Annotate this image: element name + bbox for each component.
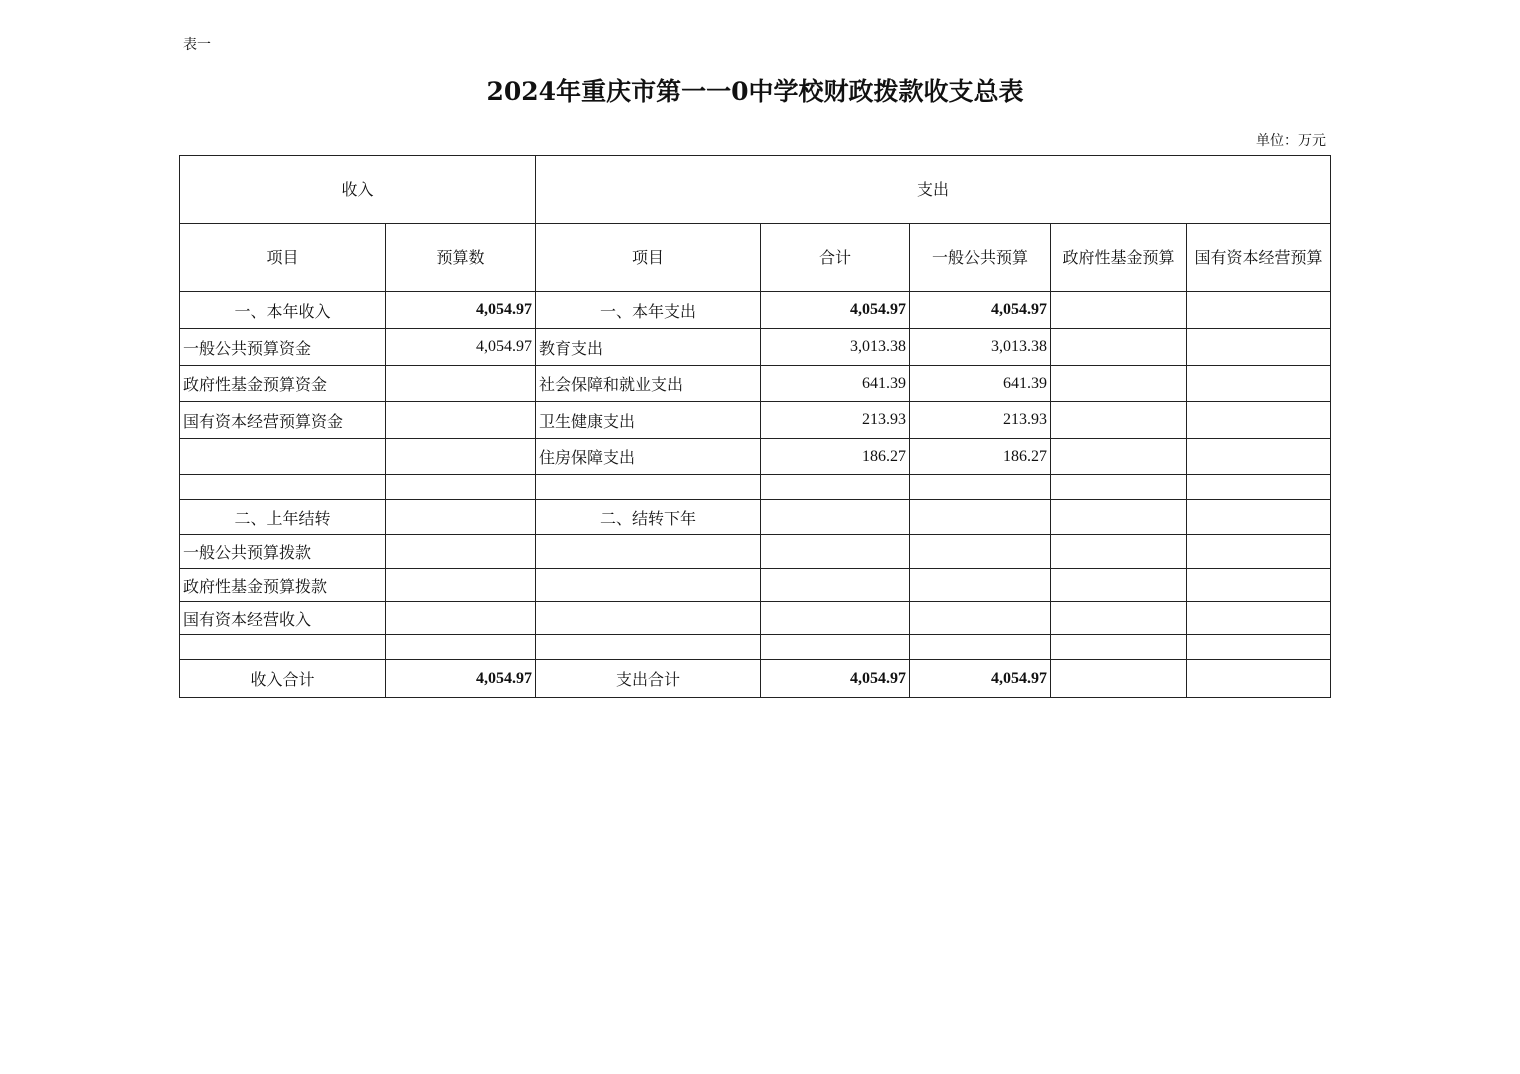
general-public-cell bbox=[910, 500, 1051, 535]
header-income: 收入 bbox=[180, 156, 536, 224]
header-total: 合计 bbox=[761, 224, 910, 292]
state-capital-cell bbox=[1187, 475, 1331, 500]
income-item-cell: 一、本年收入 bbox=[180, 292, 386, 329]
income-item-cell: 国有资本经营收入 bbox=[180, 602, 386, 635]
income-item-cell bbox=[180, 475, 386, 500]
table-row bbox=[180, 402, 1331, 439]
expense-total-cell: 186.27 bbox=[761, 439, 910, 475]
income-amount-cell bbox=[386, 569, 536, 602]
income-amount-cell: 4,054.97 bbox=[386, 292, 536, 329]
table-row bbox=[180, 475, 1331, 500]
table-row bbox=[180, 500, 1331, 535]
gov-fund-cell bbox=[1051, 475, 1187, 500]
header-gov-fund: 政府性基金预算 bbox=[1051, 224, 1187, 292]
general-public-cell: 186.27 bbox=[910, 439, 1051, 475]
expense-item-cell bbox=[536, 635, 761, 660]
income-item-cell: 政府性基金预算拨款 bbox=[180, 569, 386, 602]
income-amount-cell: 4,054.97 bbox=[386, 329, 536, 366]
income-amount-cell bbox=[386, 535, 536, 569]
gov-fund-cell bbox=[1051, 569, 1187, 602]
income-item-cell: 二、上年结转 bbox=[180, 500, 386, 535]
general-public-cell bbox=[910, 635, 1051, 660]
gov-fund-cell bbox=[1051, 292, 1187, 329]
table-row bbox=[180, 366, 1331, 402]
state-capital-cell bbox=[1187, 500, 1331, 535]
state-capital-cell bbox=[1187, 402, 1331, 439]
income-item-cell: 一般公共预算拨款 bbox=[180, 535, 386, 569]
income-amount-cell bbox=[386, 366, 536, 402]
general-public-cell: 641.39 bbox=[910, 366, 1051, 402]
state-capital-cell bbox=[1187, 439, 1331, 475]
state-capital-cell bbox=[1187, 535, 1331, 569]
header-budget-amount: 预算数 bbox=[386, 224, 536, 292]
income-item-cell bbox=[180, 635, 386, 660]
gov-fund-cell bbox=[1051, 500, 1187, 535]
unit-label: 单位：万元 bbox=[1256, 133, 1326, 149]
header-row-groups bbox=[180, 156, 1331, 224]
header-income-item: 项目 bbox=[180, 224, 386, 292]
table-row bbox=[180, 569, 1331, 602]
expense-total-label: 支出合计 bbox=[536, 660, 761, 698]
state-capital-cell bbox=[1187, 635, 1331, 660]
table-row bbox=[180, 329, 1331, 366]
expense-total-cell bbox=[761, 475, 910, 500]
expense-item-cell: 二、结转下年 bbox=[536, 500, 761, 535]
gov-fund-cell bbox=[1051, 402, 1187, 439]
state-capital-cell bbox=[1187, 292, 1331, 329]
general-public-cell: 3,013.38 bbox=[910, 329, 1051, 366]
income-total-label: 收入合计 bbox=[180, 660, 386, 698]
gov-fund-cell bbox=[1051, 366, 1187, 402]
state-capital-cell bbox=[1187, 569, 1331, 602]
income-amount-cell bbox=[386, 402, 536, 439]
expense-total-cell: 3,013.38 bbox=[761, 329, 910, 366]
gov-fund-cell bbox=[1051, 535, 1187, 569]
general-public-cell: 213.93 bbox=[910, 402, 1051, 439]
expense-total-cell: 4,054.97 bbox=[761, 292, 910, 329]
general-public-cell: 4,054.97 bbox=[910, 292, 1051, 329]
expense-total-amount: 4,054.97 bbox=[761, 660, 910, 698]
expense-total-cell bbox=[761, 500, 910, 535]
table-row bbox=[180, 635, 1331, 660]
general-public-total: 4,054.97 bbox=[910, 660, 1051, 698]
income-amount-cell bbox=[386, 500, 536, 535]
income-item-cell: 国有资本经营预算资金 bbox=[180, 402, 386, 439]
income-amount-cell bbox=[386, 475, 536, 500]
header-row-columns bbox=[180, 224, 1331, 292]
income-item-cell: 政府性基金预算资金 bbox=[180, 366, 386, 402]
state-capital-total bbox=[1187, 660, 1331, 698]
expense-item-cell: 一、本年支出 bbox=[536, 292, 761, 329]
header-state-capital: 国有资本经营预算 bbox=[1187, 224, 1331, 292]
header-expense: 支出 bbox=[536, 156, 1331, 224]
table-row bbox=[180, 602, 1331, 635]
expense-item-cell bbox=[536, 602, 761, 635]
state-capital-cell bbox=[1187, 366, 1331, 402]
expense-item-cell: 教育支出 bbox=[536, 329, 761, 366]
income-amount-cell bbox=[386, 635, 536, 660]
income-item-cell: 一般公共预算资金 bbox=[180, 329, 386, 366]
table-label: 表一 bbox=[183, 37, 211, 53]
gov-fund-cell bbox=[1051, 329, 1187, 366]
expense-total-cell bbox=[761, 535, 910, 569]
expense-item-cell bbox=[536, 475, 761, 500]
income-amount-cell bbox=[386, 602, 536, 635]
state-capital-cell bbox=[1187, 602, 1331, 635]
general-public-cell bbox=[910, 475, 1051, 500]
gov-fund-total bbox=[1051, 660, 1187, 698]
income-total-amount: 4,054.97 bbox=[386, 660, 536, 698]
general-public-cell bbox=[910, 535, 1051, 569]
expense-total-cell bbox=[761, 602, 910, 635]
expense-item-cell: 卫生健康支出 bbox=[536, 402, 761, 439]
page-title: 2024年重庆市第一一0中学校财政拨款收支总表 bbox=[486, 77, 1024, 106]
gov-fund-cell bbox=[1051, 635, 1187, 660]
table-row bbox=[180, 439, 1331, 475]
gov-fund-cell bbox=[1051, 602, 1187, 635]
expense-total-cell bbox=[761, 635, 910, 660]
income-item-cell bbox=[180, 439, 386, 475]
table-row bbox=[180, 535, 1331, 569]
general-public-cell bbox=[910, 569, 1051, 602]
expense-total-cell: 641.39 bbox=[761, 366, 910, 402]
expense-total-cell bbox=[761, 569, 910, 602]
income-amount-cell bbox=[386, 439, 536, 475]
expense-item-cell bbox=[536, 535, 761, 569]
header-expense-item: 项目 bbox=[536, 224, 761, 292]
gov-fund-cell bbox=[1051, 439, 1187, 475]
expense-item-cell bbox=[536, 569, 761, 602]
general-public-cell bbox=[910, 602, 1051, 635]
totals-row bbox=[180, 660, 1331, 698]
expense-item-cell: 住房保障支出 bbox=[536, 439, 761, 475]
expense-item-cell: 社会保障和就业支出 bbox=[536, 366, 761, 402]
expense-total-cell: 213.93 bbox=[761, 402, 910, 439]
budget-summary-table bbox=[179, 155, 1331, 698]
header-general-public: 一般公共预算 bbox=[910, 224, 1051, 292]
state-capital-cell bbox=[1187, 329, 1331, 366]
table-row bbox=[180, 292, 1331, 329]
